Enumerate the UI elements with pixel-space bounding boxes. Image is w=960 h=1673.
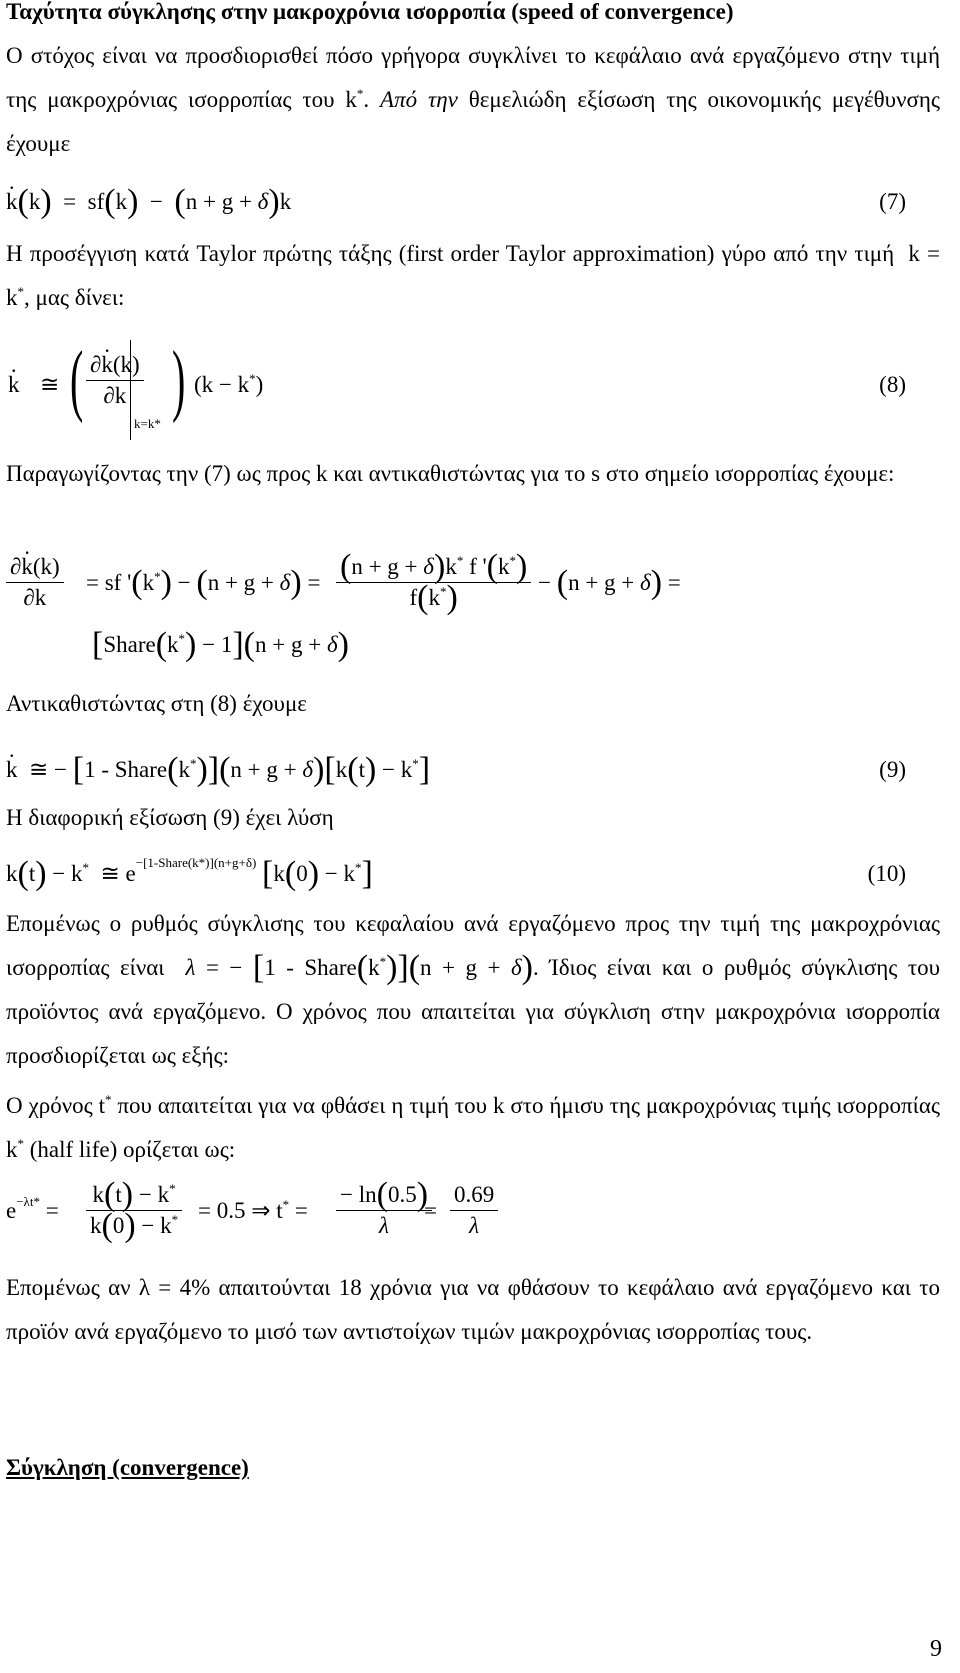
paragraph-text: Η διαφορική εξίσωση (9) έχει λύση bbox=[6, 805, 334, 830]
paragraph-text: Ο στόχος είναι να προσδιορισθεί πόσο γρήγορα συγκλίνει το κεφάλαιο ανά εργαζόμενο στην τιμή της μακροχρόνιας ισορροπίας του k bbox=[6, 43, 940, 112]
paragraph-intro: Ο στόχος είναι να προσδιορισθεί πόσο γρήγορα συγκλίνει το κεφάλαιο ανά εργαζόμενο στην τιμή της μακροχρόνιας ισορροπίας του k*. Από την θεμελιώδη εξίσωση της οικονομικής μεγέθυνσης έχουμε bbox=[6, 43, 941, 156]
paragraph-substitution bbox=[6, 682, 940, 726]
heading-title: Ταχύτητα σύγκλησης στην μακροχρόνια ισορροπία (speed of convergence) bbox=[6, 0, 734, 24]
equation-number: (10) bbox=[867, 861, 906, 886]
section-heading-convergence bbox=[6, 1446, 940, 1490]
equation-8: . k ≅ ( $\frac{\partial. k(k)}{\partial k}$ k=k* ) (k − k*) (8) bbox=[6, 330, 906, 440]
section-title: Σύγκληση (convergence) bbox=[6, 1455, 249, 1480]
paragraph-text: που απαιτείται για να φθάσει η τιμή του k στο ήμισυ της μακροχρόνιας τιμής ισορροπίας k bbox=[6, 1093, 940, 1162]
paragraph-text: Επομένως αν λ = 4% απαιτούνται 18 χρόνια για να φθάσουν το κεφάλαιο ανά εργαζόμενο και το προϊόν ανά εργαζόμενο το μισό των αντιστοίχων τιμών μακροχρόνιας ισορροπίας τους. bbox=[6, 1275, 940, 1344]
equation-9: . k ≅ − [1 - Share(k*)](n + g + δ)[k(t) − k*] (9) bbox=[6, 748, 906, 792]
equation-number: (7) bbox=[879, 189, 906, 214]
equation-10: k(t) − k* ≅ $e^{-[1-Share(k*)](n+g+\delta)}$ [k(0) − k*] (10) bbox=[6, 852, 906, 896]
paragraph-text: Η προσέγγιση κατά Taylor πρώτης τάξης (first order Taylor approximation) γύρο από την τιμή bbox=[6, 241, 895, 266]
equation-number: (9) bbox=[879, 757, 906, 782]
paragraph-convergence-rate: Επομένως ο ρυθμός σύγκλισης του κεφαλαίου ανά εργαζόμενο προς την τιμή της μακροχρόνιας ισορροπίας είναι λ = − [1 - Share(k*)](n + g + δ). Ίδιος είναι και ο ρυθμός σύγκλισης του προϊόντος ανά εργαζόμενο. Ο χρόνος που απαιτείται για σύγκλιση στην μακροχρόνια ισορροπία προσδιορίζεται ως εξής: bbox=[6, 911, 940, 1068]
section-heading bbox=[6, 0, 940, 34]
paragraph-text: Επομένως ο ρυθμός σύγκλισης του κεφαλαίου ανά εργαζόμενο προς την τιμή της μακροχρόνιας ισορροπίας είναι bbox=[6, 911, 940, 980]
paragraph-text: (half life) ορίζεται ως: bbox=[29, 1137, 236, 1162]
paragraph-text-italic: Από την bbox=[380, 87, 458, 112]
equation-half-life: $e^{-\lambda t*}$ = $\frac{k(t) - k^*}{k(0) - k^*}$ = 0.5 ⇒ t* = $\frac{- \ln(0.5)}{\lambda}$ = $\frac{0.69}{\lambda}$ bbox=[6, 1180, 906, 1260]
paragraph-taylor: Η προσέγγιση κατά Taylor πρώτης τάξης (first order Taylor approximation) γύρο από την τιμή k = k*, μας δίνει: bbox=[6, 241, 941, 310]
paragraph-half-life: Ο χρόνος t* που απαιτείται για να φθάσει η τιμή του k στο ήμισυ της μακροχρόνιας τιμής ισορροπίας k* (half life) ορίζεται ως: bbox=[6, 1092, 940, 1162]
paragraph-text: , μας δίνει: bbox=[24, 285, 125, 310]
paragraph-derivative bbox=[6, 452, 940, 496]
paragraph-text: Παραγωγίζοντας την (7) ως προς k και αντικαθιστώντας για το s στο σημείο ισορροπίας έχουμε: bbox=[6, 461, 895, 486]
paragraph-text: Αντικαθιστώντας στη (8) έχουμε bbox=[6, 691, 307, 716]
paragraph-text: Ίδιος είναι και ο ρυθμός σύγκλισης του προϊόντος ανά εργαζόμενο. Ο χρόνος που απαιτείται για σύγκλιση στην μακροχρόνια ισορροπία προσδιορίζεται ως εξής: bbox=[6, 955, 940, 1068]
page-number: 9 bbox=[930, 1636, 942, 1662]
paragraph-solution bbox=[6, 796, 940, 840]
equation-number: (8) bbox=[879, 372, 906, 397]
equation-7: . k(k) = sf(k) − (n + g + δ)k (7) bbox=[6, 180, 906, 224]
paragraph-conclusion bbox=[6, 1266, 940, 1354]
paragraph-text: θεμελιώδη εξίσωση της οικονομικής μεγέθυνσης έχουμε bbox=[6, 87, 941, 156]
paragraph-text: Ο χρόνος t bbox=[6, 1093, 105, 1118]
equation-derivative: $\frac{\partial. k(k)}{\partial k}$ = sf '(k*) − (n + g + δ) = $\frac{(n + g + \delta)k^* f '(k^*)}{f(k^*)}$ − (n + g + δ) = [Share(k*) − 1](n + g + δ) bbox=[6, 548, 906, 678]
